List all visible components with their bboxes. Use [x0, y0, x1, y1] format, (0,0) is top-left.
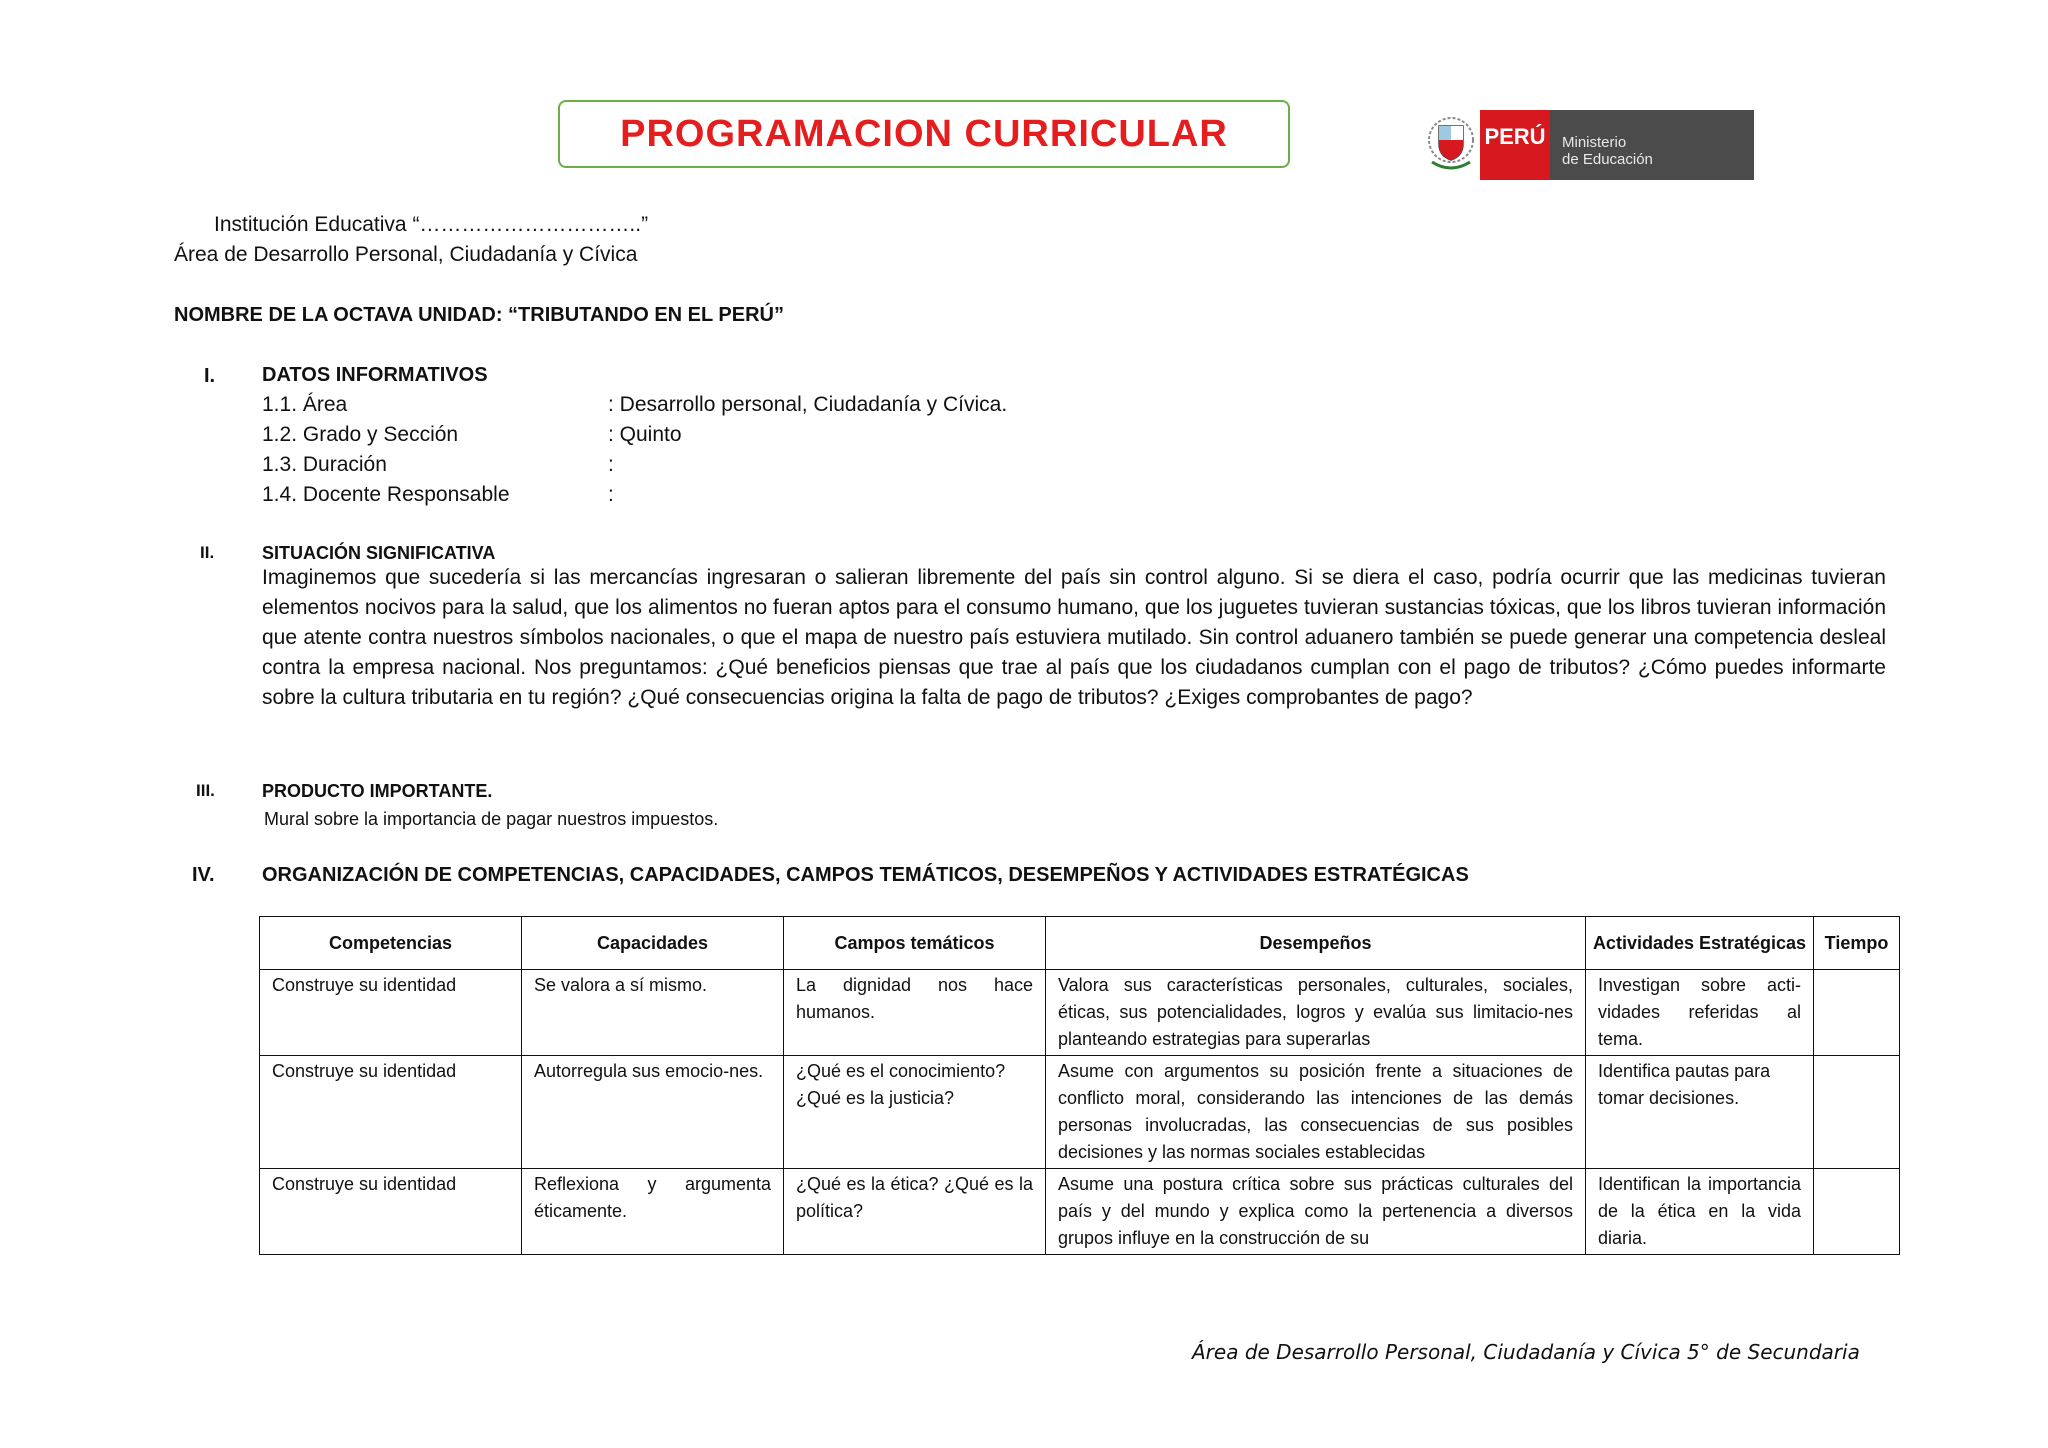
col-header-desempenos: Desempeños [1046, 917, 1586, 970]
table-row [260, 970, 1900, 1056]
table-cell: La dignidad nos hace humanos. [784, 970, 1046, 1056]
col-header-capacidades: Capacidades [522, 917, 784, 970]
info-label-duracion: 1.3. Duración [262, 453, 387, 476]
section-3-title: PRODUCTO IMPORTANTE. [262, 781, 493, 801]
table-cell: Se valora a sí mismo. [522, 970, 784, 1056]
table-cell: ¿Qué es el conocimiento? ¿Qué es la justicia? [784, 1056, 1046, 1169]
section-4-title: ORGANIZACIÓN DE COMPETENCIAS, CAPACIDADES, CAMPOS TEMÁTICOS, DESEMPEÑOS Y ACTIVIDADES ESTRATÉGICAS [262, 864, 1469, 886]
table-cell: Identifican la importancia de la ética en la vida diaria. [1586, 1169, 1814, 1255]
section-4-number: IV. [192, 864, 215, 886]
section-2-title: SITUACIÓN SIGNIFICATIVA [262, 543, 496, 563]
table-cell: Construye su identidad [260, 1056, 522, 1169]
col-header-campos: Campos temáticos [784, 917, 1046, 970]
section-1-number: I. [204, 365, 216, 387]
table-cell [1814, 1169, 1900, 1255]
section-3-number: III. [196, 781, 215, 800]
peru-coat-of-arms-icon [1422, 110, 1480, 180]
table-row [260, 1169, 1900, 1255]
section-2-number: II. [200, 543, 215, 562]
info-label-docente: 1.4. Docente Responsable [262, 483, 510, 506]
info-value-grado: : Quinto [608, 423, 682, 446]
table-cell: Construye su identidad [260, 970, 522, 1056]
section-1-title: DATOS INFORMATIVOS [262, 364, 488, 386]
table-cell [1814, 970, 1900, 1056]
info-label-area: 1.1. Área [262, 393, 348, 416]
competencies-table [259, 916, 1900, 1255]
info-value-docente: : [608, 483, 614, 506]
table-cell: Identifica pautas para tomar decisiones. [1586, 1056, 1814, 1169]
peru-brand-block [1480, 110, 1550, 180]
area-line: Área de Desarrollo Personal, Ciudadanía y Cívica [174, 243, 638, 266]
info-label-grado: 1.2. Grado y Sección [262, 423, 459, 446]
table-cell [1814, 1056, 1900, 1169]
col-header-actividades: Actividades Estratégicas [1586, 917, 1814, 970]
info-value-duracion: : [608, 453, 614, 476]
table-cell: Construye su identidad [260, 1169, 522, 1255]
product-text: Mural sobre la importancia de pagar nuestros impuestos. [264, 809, 719, 829]
table-cell: Autorregula sus emocio-nes. [522, 1056, 784, 1169]
table-cell: Asume una postura crítica sobre sus prácticas culturales del país y del mundo y explica como la pertenencia a diversos grupos influye en la construcción de su [1046, 1169, 1586, 1255]
title-box [558, 100, 1290, 168]
document-title: PROGRAMACION CURRICULAR [620, 112, 1228, 155]
table-cell: Asume con argumentos su posición frente a situaciones de conflicto moral, considerando las intenciones de las demás personas involucradas, las consecuencias de sus posibles decisiones y las normas sociales establecidas [1046, 1056, 1586, 1169]
table-cell: ¿Qué es la ética? ¿Qué es la política? [784, 1169, 1046, 1255]
table-header-row [260, 917, 1900, 970]
table-row [260, 1056, 1900, 1169]
table-cell: Investigan sobre acti-vidades referidas al tema. [1586, 970, 1814, 1056]
peru-label: PERÚ [1484, 124, 1546, 149]
unit-name: NOMBRE DE LA OCTAVA UNIDAD: “TRIBUTANDO EN EL PERÚ” [174, 304, 784, 326]
col-header-competencias: Competencias [260, 917, 522, 970]
info-value-area: : Desarrollo personal, Ciudadanía y Cívica. [608, 393, 1008, 416]
ministry-line-2: de Educación [1562, 151, 1653, 168]
ministry-line-1: Ministerio [1562, 134, 1627, 151]
situation-paragraph: Imaginemos que sucedería si las mercancías ingresaran o salieran libremente del país sin control alguno. Si se diera el caso, podría ocurrir que las medicinas tuvieran elementos nocivos para la salud, que los alimentos no fueran aptos para el consumo humano, que los juguetes tuvieran sustancias tóxicas, que los libros tuvieran información que atente contra nuestros símbolos nacionales, o que el mapa de nuestro país estuviera mutilado. Sin control aduanero también se puede generar una competencia desleal contra la empresa nacional. Nos preguntamos: ¿Qué beneficios piensas que trae al país que los ciudadanos cumplan con el pago de tributos? ¿Cómo puedes informarte sobre la cultura tributaria en tu región? ¿Qué consecuencias origina la falta de pago de tributos? ¿Exiges comprobantes de pago? [262, 566, 1886, 709]
page-footer: Área de Desarrollo Personal, Ciudadanía y Cívica 5° de Secundaria [1192, 1340, 1860, 1364]
institution-line: Institución Educativa “…………………………..” [214, 213, 649, 236]
table-cell: Reflexiona y argumenta éticamente. [522, 1169, 784, 1255]
col-header-tiempo: Tiempo [1814, 917, 1900, 970]
ministry-logo [1422, 110, 1754, 180]
ministry-name-block [1550, 110, 1754, 180]
table-cell: Valora sus características personales, culturales, sociales, éticas, sus potencialidades, logros y evalúa sus limitacio-nes planteando estrategias para superarlas [1046, 970, 1586, 1056]
